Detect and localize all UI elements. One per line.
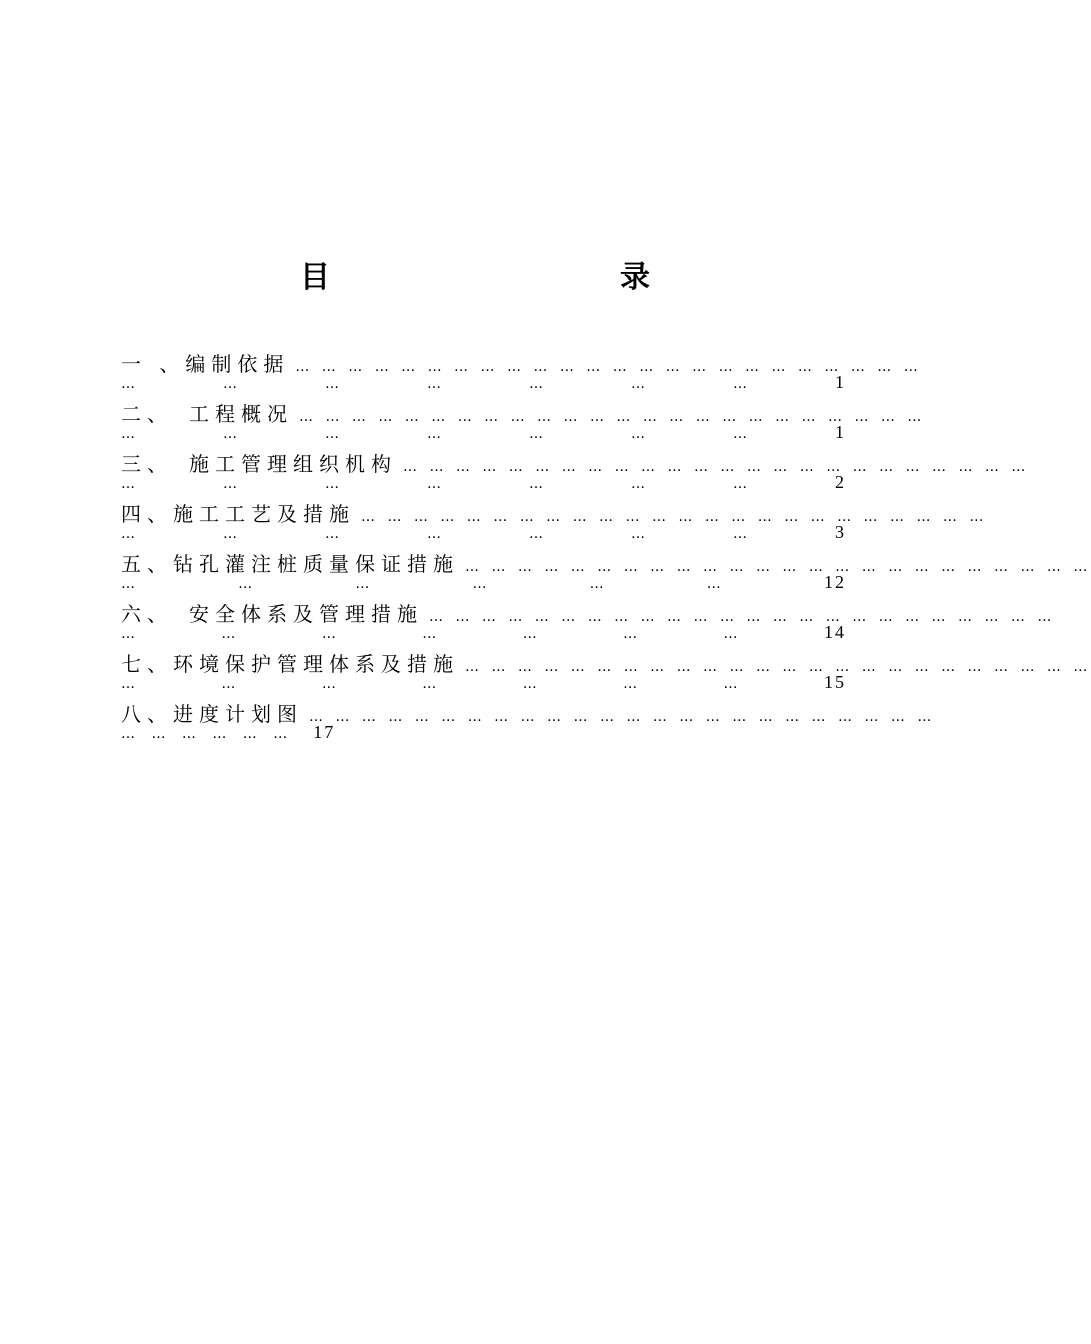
toc-page-number: 14 — [823, 622, 846, 642]
toc-entry-label: 五、钻孔灌注桩质量保证措施 — [121, 552, 459, 576]
dot-leader: … — [706, 576, 721, 592]
dot-leader: … — [121, 626, 135, 642]
dot-leader: … — [623, 676, 638, 692]
dot-leader: … — [733, 426, 747, 442]
dot-leader: … — [522, 676, 537, 692]
toc-entry-label: 七、环境保护管理体系及措施 — [121, 652, 459, 676]
dot-leader: … — [223, 476, 237, 492]
dot-leader: … … … … … … … … … … … … … … … … … … … … … … … … — [361, 509, 988, 525]
toc-entry-label: 二、 工程概况 — [121, 402, 293, 426]
toc-entry[interactable] — [121, 548, 1091, 598]
dot-leader: … — [121, 526, 135, 542]
dot-leader: … — [321, 676, 336, 692]
dot-leader: … — [589, 576, 604, 592]
dot-leader: … — [427, 426, 441, 442]
toc-entry-label: 四、施工工艺及措施 — [121, 502, 355, 526]
dot-leader: … — [121, 576, 135, 592]
dot-leader: … — [529, 426, 543, 442]
dot-leader: … … … … … … … … … … … … … … … … … … … … … … … … — [309, 709, 936, 725]
toc-entry-label: 八、进度计划图 — [121, 702, 303, 726]
dot-leader: … — [121, 476, 135, 492]
table-of-contents — [121, 348, 1091, 748]
dot-leader: … — [733, 526, 747, 542]
dot-leader: … … … … … … … … … … … … … … … … … … … … … … … … — [295, 359, 922, 375]
dot-leader: … … … … … … … … … … … … … … … … … … … … … … … … — [299, 409, 926, 425]
toc-page-number: 3 — [835, 522, 846, 542]
dot-leader: … — [221, 676, 236, 692]
dot-leader: … — [223, 426, 237, 442]
dot-leader: … — [631, 526, 645, 542]
dot-leader: … — [221, 626, 236, 642]
dot-leader: … … … … … … … … … … … … … … … … … … … … … … … … — [403, 459, 1030, 475]
dot-leader: … — [223, 526, 237, 542]
toc-page-number: 17 — [313, 722, 336, 742]
dot-leader: … … … … … … … … … … … … … … … … … … … … … … … … — [465, 659, 1091, 675]
dot-leader: … — [325, 476, 339, 492]
dot-leader: … — [422, 626, 437, 642]
toc-page-number: 2 — [835, 472, 846, 492]
toc-entry[interactable] — [121, 398, 926, 448]
dot-leader: … — [223, 376, 237, 392]
dot-leader: … — [529, 376, 543, 392]
dot-leader: … — [733, 376, 747, 392]
toc-entry[interactable] — [121, 598, 1056, 648]
dot-leader: … — [238, 576, 253, 592]
toc-entry[interactable] — [121, 348, 922, 398]
dot-leader: … — [427, 376, 441, 392]
dot-leader: … — [325, 426, 339, 442]
dot-leader: … — [623, 626, 638, 642]
toc-entry[interactable] — [121, 498, 988, 548]
dot-leader: … — [723, 626, 738, 642]
dot-leader: … — [427, 476, 441, 492]
dot-leader: … — [121, 376, 135, 392]
dot-leader: … … … … … … … … … … … … … … … … … … … … … … … … — [465, 559, 1091, 575]
dot-leader: … — [472, 576, 487, 592]
toc-entry[interactable] — [121, 448, 1030, 498]
dot-leader: … — [321, 626, 336, 642]
dot-leader: … … … … … … — [121, 726, 294, 742]
dot-leader: … — [121, 676, 135, 692]
dot-leader: … — [733, 476, 747, 492]
dot-leader: … — [631, 426, 645, 442]
toc-entry-label: 六、 安全体系及管理措施 — [121, 602, 423, 626]
dot-leader: … — [522, 626, 537, 642]
toc-page-number: 15 — [823, 672, 846, 692]
dot-leader: … — [723, 676, 738, 692]
toc-entry[interactable] — [121, 648, 1091, 698]
dot-leader: … — [325, 376, 339, 392]
dot-leader: … … … … … … … … … … … … … … … … … … … … … … … … — [429, 609, 1056, 625]
dot-leader: … — [422, 676, 437, 692]
dot-leader: … — [529, 526, 543, 542]
dot-leader: … — [325, 526, 339, 542]
toc-page-number: 1 — [835, 372, 846, 392]
dot-leader: … — [631, 476, 645, 492]
toc-entry[interactable] — [121, 698, 936, 748]
toc-page-number: 12 — [823, 572, 846, 592]
toc-entry-label: 三、 施工管理组织机构 — [121, 452, 397, 476]
dot-leader: … — [529, 476, 543, 492]
dot-leader: … — [427, 526, 441, 542]
dot-leader: … — [121, 426, 135, 442]
toc-entry-label: 一 、编制依据 — [121, 352, 290, 376]
dot-leader: … — [355, 576, 370, 592]
page-title: 目 录 — [300, 260, 780, 295]
dot-leader: … — [631, 376, 645, 392]
toc-page-number: 1 — [835, 422, 846, 442]
